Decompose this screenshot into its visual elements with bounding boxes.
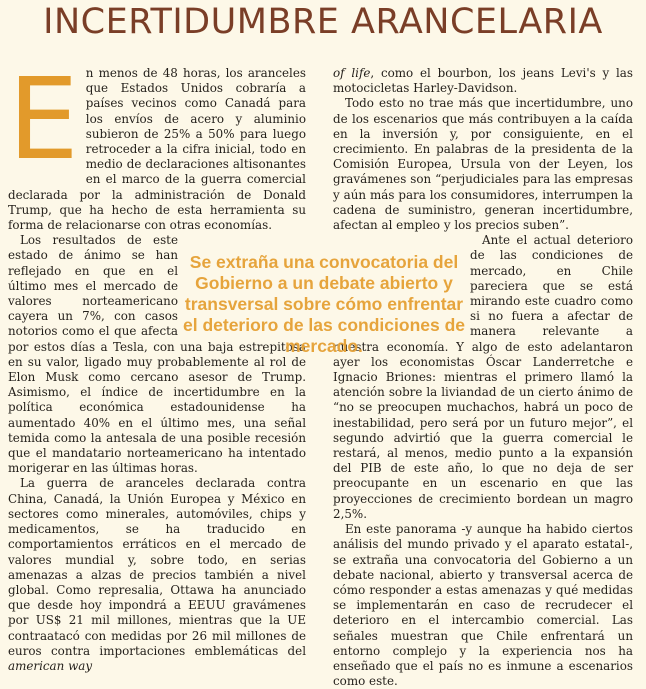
pull-quote xyxy=(182,252,466,356)
article-paragraph-6 xyxy=(333,522,633,689)
paragraph-3-italic-b: of life xyxy=(333,66,371,80)
article-paragraph-3-cont xyxy=(333,66,633,96)
paragraph-3-text-b: , como el bourbon, los jeans Levi's y las motocicletas Harley-Davidson. xyxy=(333,66,633,96)
article-title: INCERTIDUMBRE ARANCELARIA xyxy=(43,2,603,42)
article-paragraph-3 xyxy=(8,476,306,674)
paragraph-1-text: n menos de 48 horas, los aranceles que Estados Unidos cobraría a países vecinos como Canadá para los envíos de acero y aluminio subieron de 25% a 50% para luego retroceder a la cifra inicial, todo en medio de declaraciones altisonantes en el marco de la guerra comercial declarada por la administración de Donald Trump, que ha hecho de esta herramienta su forma de relacionarse con otras economías. xyxy=(8,66,306,233)
paragraph-4-text: Todo esto no trae más que incertidumbre, uno de los escenarios que más contribuyen a la caída en la inversión y, por consiguiente, en el crecimiento. En palabras de la presidenta de la Comisión Europea, Ursula von der Leyen, los gravámenes son “perjudiciales para las empresas y aún más para los consumidores, interrumpen la cadena de suministro, generan incertidumbre, afectan al empleo y los precios suben”. xyxy=(333,96,633,233)
paragraph-3-text-a: La guerra de aranceles declarada contra China, Canadá, la Unión Europea y México en sectores como minerales, automóviles, chips y medicamentos, se ha traducido en comportamientos erráticos en el mercado de valores mundial y, sobre todo, en serias amenazas a alzas de precios también a nivel global. Como represalia, Ottawa ha anunciado que desde hoy impondrá a EEUU gravámenes por US$ 21 mil millones, mientras que la UE contraatacó con medidas por 26 mil millones de euros contra importaciones emblemáticas del xyxy=(8,476,306,658)
article-column-left xyxy=(8,55,306,674)
article-column-right xyxy=(333,66,633,689)
article-paragraph-4 xyxy=(333,96,633,233)
paragraph-2-text: Los resultados de este estado de ánimo se han reflejado en que en el último mes el mercado de valores norteamericano cayera un 7%, con casos notorios como el que afecta por estos días a Tesla, con una baja estrepitosa en su valor, ligado muy probablemente al rol de Elon Musk como cercano asesor de Trump. Asimismo, el índice de incertidumbre en la política económica estadounidense ha aumentado 40% en el último mes, una señal temida como la antesala de una posible recesión que el mandatario norteamericano ha intentado morigerar en las últimas horas. xyxy=(8,233,306,476)
paragraph-6-text: En este panorama -y aunque ha habido ciertos análisis del mundo privado y el aparato estatal-, se extraña una convocatoria del Gobierno a un debate nacional, abierto y transversal acerca de cómo responder a estas amenazas y qué medidas se implementarán en caso de recrudecer el deterioro en el intercambio comercial. Las señales muestran que Chile enfrentará un entorno complejo y la experiencia nos ha enseñado que el país no es inmune a escenarios como este. xyxy=(333,522,633,689)
paragraph-3-italic-a: american way xyxy=(8,658,93,673)
paragraph-5-text: Ante el actual deterioro de las condiciones de mercado, en Chile pareciera que se está mirando este cuadro como si no fuera a afectar de manera relevante a nuestra economía. Y algo de esto adelantaron ayer los economistas Óscar Landerretche e Ignacio Briones: mientras el primero llamó la atención sobre la liviandad de un cierto ánimo de “no se preocupen muchachos, habrá un poco de inestabilidad, pero será por un futuro mejor”, el segundo advirtió que la guerra comercial le restará, al menos, medio punto a la expansión del PIB de este año, lo que no deja de ser preocupante en un escenario en que las proyecciones de crecimiento bordean un magro 2,5%. xyxy=(333,233,633,521)
drop-cap: E xyxy=(8,55,79,185)
pull-quote-text: Se extraña una convocatoria del Gobierno a un debate abierto y transversal sobre cómo enfrentar el deterioro de las condiciones de mercado. xyxy=(182,252,466,356)
article-paragraph-1 xyxy=(8,55,306,233)
